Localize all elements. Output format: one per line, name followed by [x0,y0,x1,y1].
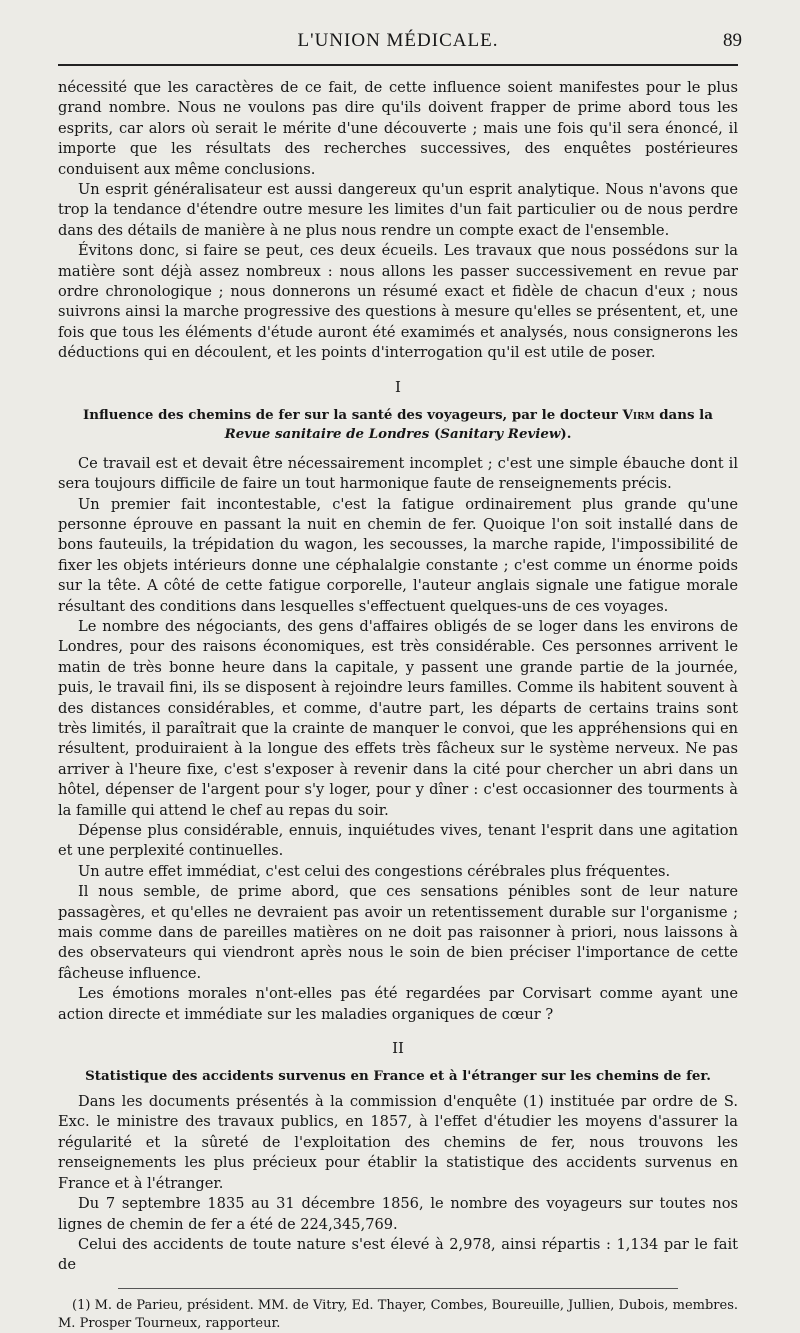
heading-text: dans la [654,406,713,423]
header-rule [58,64,738,66]
intro-paragraph: nécessité que les caractères de ce fait, de cette influence soient manifestes pour le plus grand nombre. Nous ne voulons pas dire qu'ils doivent frapper de prime abord tous les esprits, car alors où serait le mérite d'une découverte ; mais une fois qu'il sera énoncé, il importe que les résultats des recherches successives, des enquêtes postérieures conduisent aux même conclusions. [58,79,738,178]
body-paragraph: Ce travail est et devait être nécessairement incomplet ; c'est une simple ébauche dont il sera toujours difficile de faire un tout harmonique faute de renseignements précis. [58,454,738,493]
footnote-rule [118,1288,678,1289]
section-heading [58,1067,738,1086]
body-paragraph: Celui des accidents de toute nature s'est élevé à 2,978, ainsi répartis : 1,134 par le fait de [58,1235,738,1274]
heading-author: Virm [622,406,655,423]
heading-text: ( [429,425,441,442]
body-paragraph: Dans les documents présentés à la commission d'enquête (1) instituée par ordre de S. Exc. le ministre des travaux publics, en 1857, à l'effet d'étudier les moyens d'assurer la régularité et la sûreté de l'exploitation des chemins de fer, nous trouvons les renseignements les plus précieux pour établir la statistique des accidents survenus en France et à l'étranger. [58,1093,738,1192]
heading-journal: Revue sanitaire de Londres [224,425,430,442]
running-title: L'UNION MÉDICALE. [297,30,499,51]
heading-text: Influence des chemins de fer sur la santé des voyageurs, par le docteur [83,406,623,423]
intro-paragraph: Un esprit généralisateur est aussi dangereux qu'un esprit analytique. Nous n'avons que trop la tendance d'étendre outre mesure les limites d'un fait particulier ou de nous perdre dans des détails de manière à ne plus nous rendre un compte exact de l'ensemble. [58,181,738,239]
body-paragraph: Un premier fait incontestable, c'est la fatigue ordinairement plus grande qu'une personne éprouve en passant la nuit en chemin de fer. Quoique l'on soit installé dans de bons fauteuils, la trépidation du wagon, les secousses, la marche rapide, l'impossibilité de fixer les objets intérieurs donne une céphalalgie constante ; c'est comme un énorme poids sur la tête. A côté de cette fatigue corporelle, l'auteur anglais signale une fatigue morale résultant des conditions dans lesquelles s'effectuent quelques-uns de ces voyages. [58,495,738,615]
intro-paragraph: Évitons donc, si faire se peut, ces deux écueils. Les travaux que nous possédons sur la matière sont déjà assez nombreux : nous allons les passer successivement en revue par ordre chronologique ; nous donnerons un résumé exact et fidèle de chacun d'eux ; nous suivrons ainsi la marche progressive des questions à mesure qu'elles se présentent, et, une fois que tous les éléments d'étude auront été examimés et analysés, nous consignerons les déductions qui en découlent, et les points d'interrogation qu'il est utile de poser. [58,242,738,362]
body-paragraph: Un autre effet immédiat, c'est celui des congestions cérébrales plus fréquentes. [78,862,671,880]
heading-text: ). [560,425,572,442]
section-number: I [395,377,401,396]
body-paragraph: Du 7 septembre 1835 au 31 décembre 1856, le nombre des voyageurs sur toutes nos lignes de chemin de fer a été de 224,345,769. [58,1195,738,1233]
body-paragraph: Dépense plus considérable, ennuis, inquiétudes vives, tenant l'esprit dans une agitation et une perplexité continuelles. [58,822,738,860]
body-paragraph: Les émotions morales n'ont-elles pas été regardées par Corvisart comme ayant une action directe et immédiate sur les maladies organiques de cœur ? [58,985,738,1023]
section-heading [58,406,738,444]
heading-text: Statistique des accidents survenus en France et à l'étranger sur les chemins de fer. [85,1068,711,1085]
footnote: (1) M. de Parieu, président. MM. de Vitry, Ed. Thayer, Combes, Boureuille, Jullien, Dubois, membres. M. Prosper Tourneux, rapporteur. [58,1297,738,1331]
section-number: II [392,1039,404,1058]
page-number: 89 [723,30,742,51]
heading-journal-english: Sanitary Review [440,425,561,442]
body-paragraph: Le nombre des négociants, des gens d'affaires obligés de se loger dans les environs de Londres, pour des raisons économiques, est très considérable. Ces personnes arrivent le matin de très bonne heure dans la capitale, y passent une grande partie de la journée, puis, le travail fini, ils se disposent à rejoindre leurs familles. Comme ils habitent souvent à des distances considérables, et comme, d'autre part, les départs de certains trains sont très limités, il paraîtrait que la crainte de manquer le convoi, que les appréhensions qui en résultent, produiraient à la longue des effets très fâcheux sur le système nerveux. Ne pas arriver à l'heure fixe, c'est s'exposer à revenir dans la cité pour chercher un abri dans un hôtel, dépenser de l'argent pour s'y loger, pour y dîner : c'est occasionner des tourments à la famille qui attend le chef au repas du soir. [58,617,738,819]
body-paragraph: Il nous semble, de prime abord, que ces sensations pénibles sont de leur nature passagères, et qu'elles ne devraient pas avoir un retentissement durable sur l'organisme ; mais comme dans de pareilles matières on ne doit pas raisonner à priori, nous laissons à des observateurs qui viendront après nous le soin de bien préciser l'importance de cette fâcheuse influence. [58,883,738,982]
running-head [58,30,742,54]
